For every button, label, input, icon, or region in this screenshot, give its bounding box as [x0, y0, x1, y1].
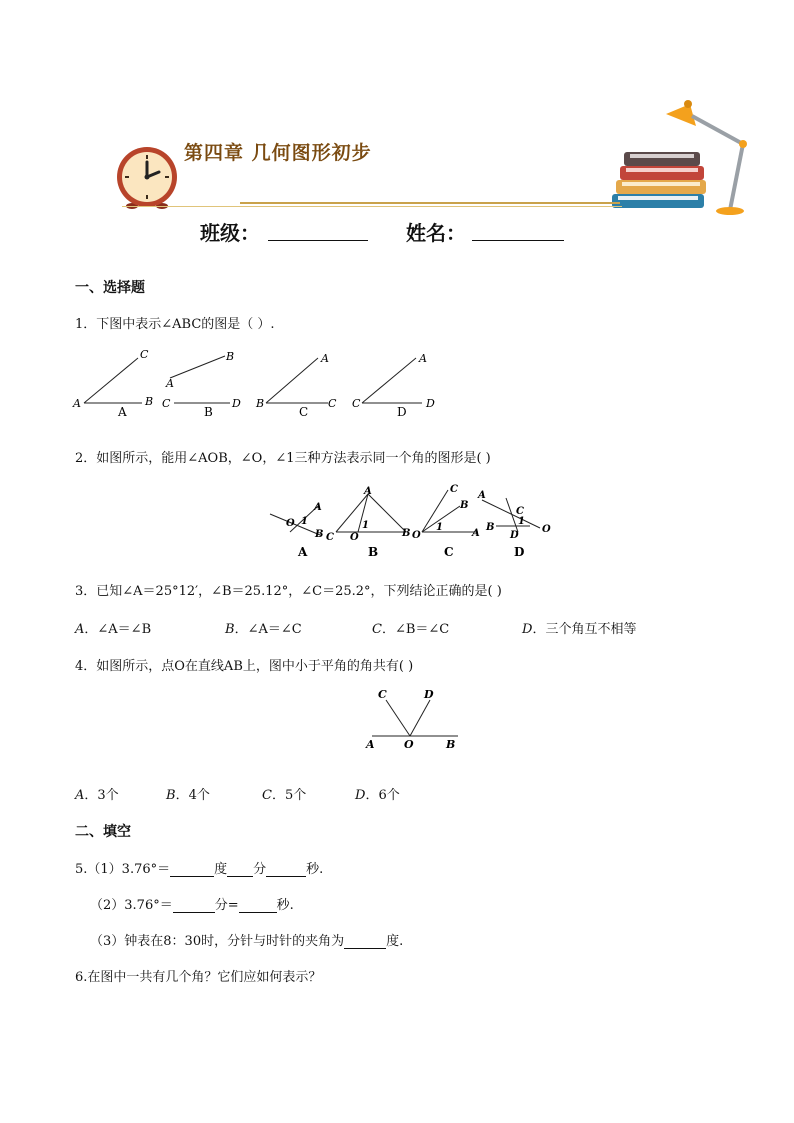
chapter-title: 第四章 几何图形初步 — [184, 142, 372, 164]
q5-blank-minute[interactable] — [227, 862, 253, 877]
section-fill-title: 二、填空 — [75, 824, 131, 840]
q5-blank-minutes[interactable] — [173, 898, 215, 913]
question-1-figures — [70, 345, 450, 420]
svg-text:A: A — [314, 502, 322, 513]
q1-caption-a: A — [118, 405, 127, 419]
q4-label-a: A — [366, 738, 375, 751]
q4-label-o: O — [404, 738, 414, 751]
q1-caption-c: C — [299, 405, 309, 419]
q1-d-label-c: C — [352, 397, 361, 410]
svg-text:C: C — [516, 506, 524, 517]
q5-blank-angle[interactable] — [344, 934, 386, 949]
svg-text:B: B — [402, 528, 411, 539]
q2-caption-d: D — [514, 545, 525, 559]
question-5-part-2: （2）3.76°＝ 分= 秒. — [90, 898, 294, 913]
section-choice-title: 一、选择题 — [75, 280, 145, 296]
svg-text:A: A — [364, 486, 372, 497]
books-lamp-icon — [608, 96, 752, 218]
question-2-figures — [268, 480, 560, 560]
svg-text:1: 1 — [301, 516, 308, 527]
question-4-text: 4．如图所示，点O在直线AB上，图中小于平角的角共有( ) — [75, 659, 414, 674]
svg-text:O: O — [542, 524, 551, 535]
q1-d-label-d: D — [426, 397, 435, 410]
q4-option-b[interactable]: B．4个 — [166, 788, 210, 803]
svg-text:1: 1 — [518, 516, 525, 527]
q1-b-label-b: B — [226, 350, 235, 363]
svg-text:A: A — [478, 490, 486, 501]
svg-text:B: B — [486, 522, 495, 533]
svg-text:B: B — [315, 529, 324, 540]
question-2-text: 2．如图所示，能用∠AOB，∠O，∠1三种方法表示同一个角的图形是( ) — [75, 451, 491, 466]
q1-c-label-a: A — [321, 352, 329, 365]
q1-a-label-c: C — [140, 348, 149, 361]
q3-option-c[interactable]: C．∠B＝∠C — [372, 622, 450, 637]
question-5-part-3: （3）钟表在8：30时，分针与时针的夹角为 度. — [90, 934, 404, 949]
svg-text:O: O — [412, 530, 421, 541]
name-field[interactable] — [472, 220, 564, 241]
question-1-text: 1．下图中表示∠ABC的图是（ ）. — [75, 317, 275, 332]
q3-option-a[interactable]: A．∠A＝∠B — [75, 622, 152, 637]
question-6-text: 6.在图中一共有几个角？它们应如何表示？ — [75, 970, 322, 985]
svg-text:O: O — [350, 532, 359, 543]
q5-blank-seconds[interactable] — [239, 898, 277, 913]
q1-d-label-a: A — [419, 352, 427, 365]
q3-option-b[interactable]: B．∠A＝∠C — [225, 622, 302, 637]
name-label: 姓名： — [406, 221, 466, 245]
svg-text:D: D — [510, 530, 519, 541]
svg-text:B: B — [460, 500, 469, 511]
question-4-figure — [362, 686, 462, 752]
q1-caption-d: D — [397, 405, 407, 419]
q1-b-label-c: C — [162, 397, 171, 410]
q1-c-label-c: C — [328, 397, 337, 410]
q1-c-label-b: B — [256, 397, 265, 410]
svg-text:O: O — [286, 518, 295, 529]
q1-b-label-d: D — [232, 397, 241, 410]
question-5-part-1: 5.（1）3.76°＝ 度 分 秒. — [75, 862, 324, 877]
q3-option-d[interactable]: D．三个角互不相等 — [522, 622, 637, 637]
q1-a-label-b: B — [145, 395, 154, 408]
question-3-text: 3．已知∠A＝25°12′，∠B＝25.12°，∠C＝25.2°，下列结论正确的是( ) — [75, 584, 502, 599]
q2-caption-c: C — [444, 545, 454, 559]
class-field[interactable] — [268, 220, 368, 241]
header-rule-thin — [122, 206, 622, 207]
q4-label-d: D — [424, 688, 434, 701]
q4-label-c: C — [378, 688, 387, 701]
svg-text:C: C — [326, 532, 334, 543]
q1-a-label-a: A — [73, 397, 81, 410]
q5-blank-degree[interactable] — [170, 862, 214, 877]
q2-caption-a: A — [298, 545, 308, 559]
q4-option-c[interactable]: C．5个 — [262, 788, 307, 803]
clock-icon — [112, 146, 182, 212]
q4-option-d[interactable]: D．6个 — [355, 788, 400, 803]
q5-blank-second[interactable] — [266, 862, 306, 877]
q4-label-b: B — [446, 738, 456, 751]
svg-text:C: C — [450, 484, 458, 495]
q4-option-a[interactable]: A．3个 — [75, 788, 119, 803]
svg-text:1: 1 — [362, 520, 369, 531]
class-label: 班级： — [200, 221, 260, 245]
q2-caption-b: B — [368, 545, 379, 559]
svg-text:1: 1 — [436, 522, 443, 533]
q1-b-label-a: A — [166, 377, 174, 390]
header-rule — [240, 202, 620, 204]
svg-text:A: A — [472, 528, 480, 539]
q1-caption-b: B — [204, 405, 213, 419]
